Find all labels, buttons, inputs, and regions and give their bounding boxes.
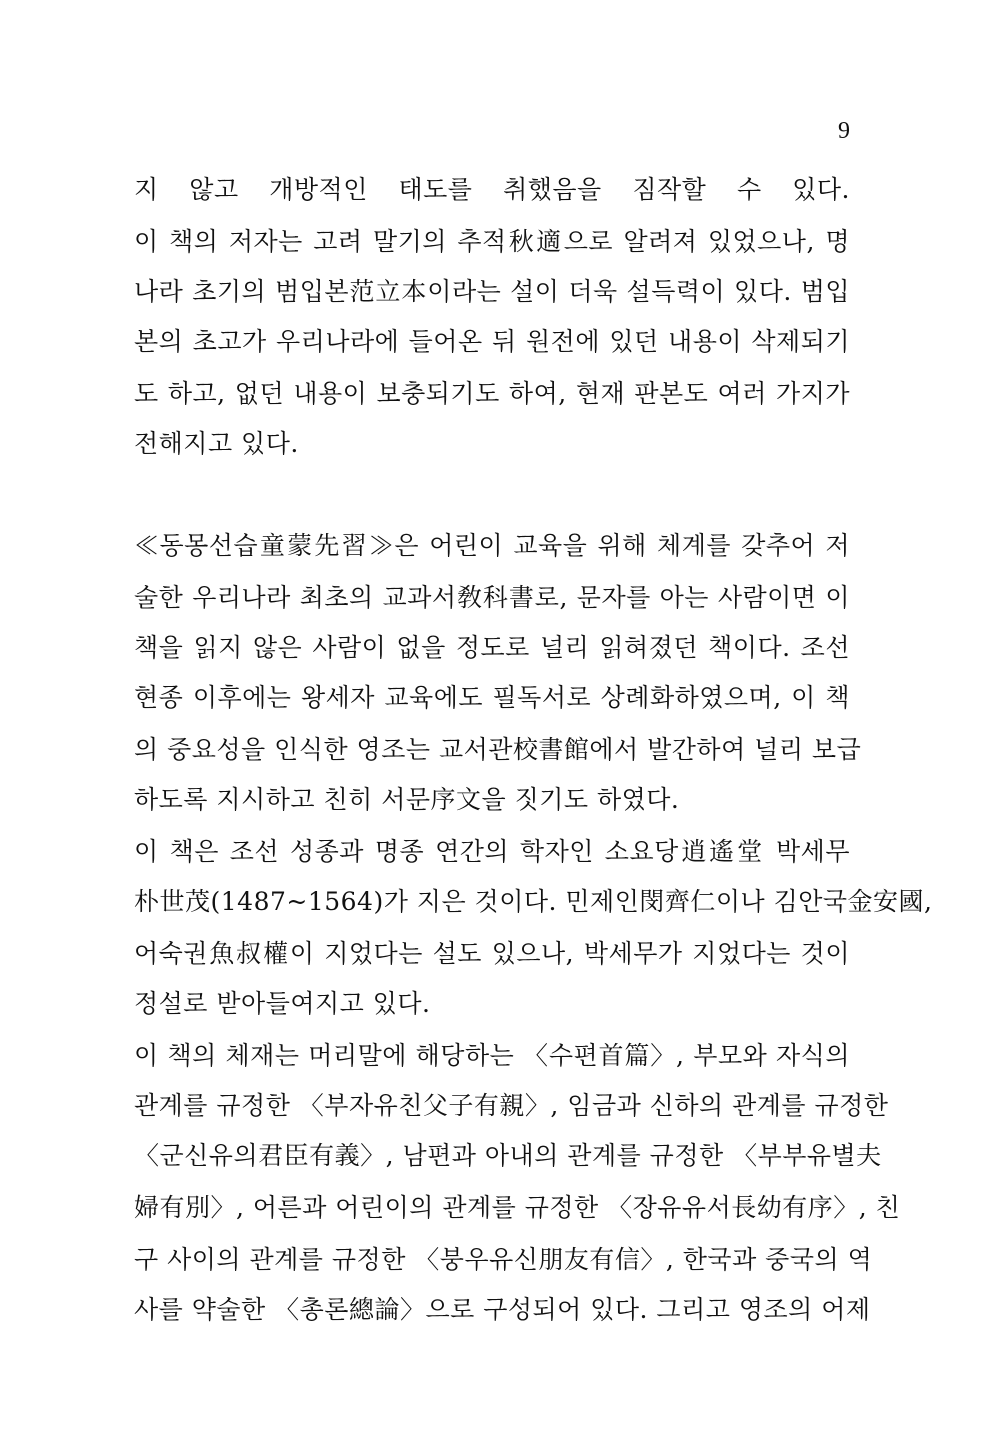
text-line: 이 책은 조선 성종과 명종 연간의 학자인 소요당逍遙堂 박세무: [134, 837, 850, 866]
text-line: 하도록 지시하고 친히 서문序文을 짓기도 하였다.: [134, 785, 680, 814]
text-line: 나라 초기의 범입본范立本이라는 설이 더욱 설득력이 있다. 범입: [134, 277, 850, 306]
text-line: 朴世茂(1487~1564)가 지은 것이다. 민제인閔齊仁이나 김안국金安國,: [134, 887, 933, 916]
text-line: 도 하고, 없던 내용이 보충되기도 하여, 현재 판본도 여러 가지가: [134, 379, 850, 408]
text-line: 〈군신유의君臣有義〉, 남편과 아내의 관계를 규정한 〈부부유별夫: [134, 1141, 882, 1170]
text-line: 어숙권魚叔權이 지었다는 설도 있으나, 박세무가 지었다는 것이: [134, 939, 850, 968]
text-line: 전해지고 있다.: [134, 429, 299, 458]
text-line: 구 사이의 관계를 규정한 〈붕우유신朋友有信〉, 한국과 중국의 역: [134, 1245, 873, 1274]
page-number: 9: [838, 118, 850, 144]
text-line: 관계를 규정한 〈부자유친父子有親〉, 임금과 신하의 관계를 규정한: [134, 1091, 889, 1120]
text-line: 술한 우리나라 최초의 교과서敎科書로, 문자를 아는 사람이면 이: [134, 583, 850, 612]
text-line: 지 않고 개방적인 태도를 취했음을 짐작할 수 있다.: [134, 175, 850, 204]
text-line: 본의 초고가 우리나라에 들어온 뒤 원전에 있던 내용이 삭제되기: [134, 327, 850, 356]
text-line: 이 책의 체재는 머리말에 해당하는 〈수편首篇〉, 부모와 자식의: [134, 1041, 850, 1070]
text-line: 사를 약술한 〈총론總論〉으로 구성되어 있다. 그리고 영조의 어제: [134, 1295, 871, 1324]
text-line: 책을 읽지 않은 사람이 없을 정도로 널리 읽혀졌던 책이다. 조선: [134, 633, 850, 662]
text-line: 婦有別〉, 어른과 어린이의 관계를 규정한 〈장유유서長幼有序〉, 친: [134, 1193, 901, 1222]
text-line: 이 책의 저자는 고려 말기의 추적秋適으로 알려져 있었으나, 명: [134, 227, 850, 256]
text-line: 의 중요성을 인식한 영조는 교서관校書館에서 발간하여 널리 보급: [134, 735, 862, 764]
text-line: 정설로 받아들여지고 있다.: [134, 989, 431, 1018]
text-line: 현종 이후에는 왕세자 교육에도 필독서로 상례화하였으며, 이 책: [134, 683, 850, 712]
text-line: ≪동몽선습童蒙先習≫은 어린이 교육을 위해 체계를 갖추어 저: [134, 531, 850, 560]
